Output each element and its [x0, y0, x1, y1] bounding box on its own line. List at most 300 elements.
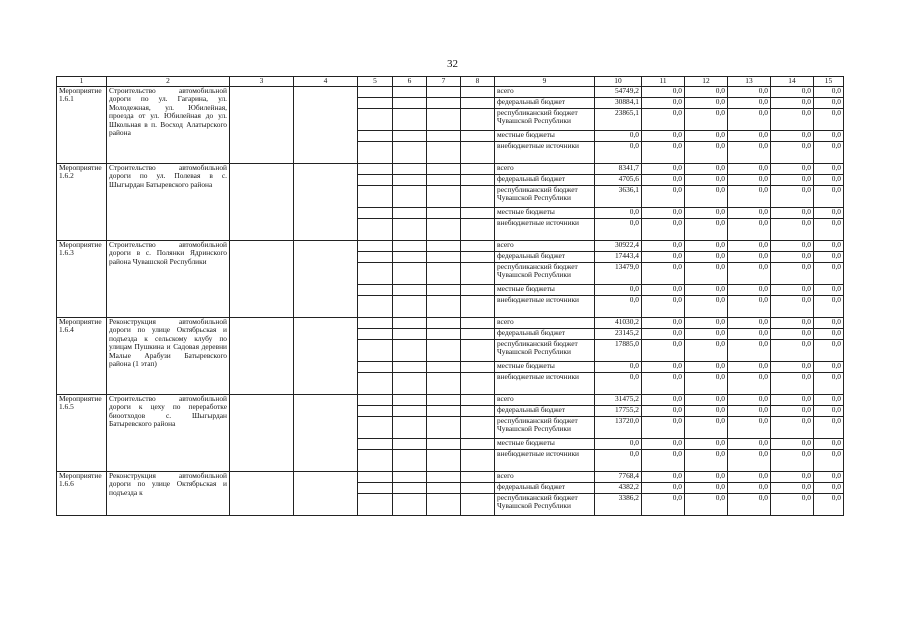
amount-cell: 0,0 — [642, 252, 685, 263]
amount-cell: 0,0 — [814, 318, 844, 329]
empty-cell — [393, 340, 427, 362]
amount-cell: 0,0 — [642, 109, 685, 131]
empty-cell — [461, 252, 495, 263]
funding-source: внебюджетные источники — [495, 450, 595, 472]
measure-title: Реконструкция автомобильной дороги по улице Октябрьская и подъезда к сельскому клубу по улицам Пушкина и Садовая деревни Малые Арабузи Батыревского района (1 этап) — [107, 318, 230, 395]
amount-cell: 0,0 — [685, 329, 728, 340]
amount-cell: 0,0 — [685, 186, 728, 208]
empty-cell — [427, 142, 461, 164]
amount-cell: 0,0 — [595, 439, 642, 450]
empty-cell — [358, 340, 393, 362]
measure-title: Строительство автомобильной дороги по ул. Полевая в с. Шыгырдан Батыревского района — [107, 164, 230, 241]
empty-cell — [461, 417, 495, 439]
amount-cell: 0,0 — [642, 494, 685, 516]
amount-cell: 0,0 — [728, 329, 771, 340]
column-header: 13 — [728, 77, 771, 87]
amount-cell: 30922,4 — [595, 241, 642, 252]
amount-cell: 0,0 — [814, 417, 844, 439]
amount-cell: 0,0 — [685, 296, 728, 318]
amount-cell: 0,0 — [642, 472, 685, 483]
amount-cell: 0,0 — [728, 318, 771, 329]
empty-cell — [358, 208, 393, 219]
amount-cell: 0,0 — [642, 263, 685, 285]
amount-cell: 0,0 — [685, 208, 728, 219]
amount-cell: 17885,0 — [595, 340, 642, 362]
empty-cell — [461, 219, 495, 241]
column-header: 9 — [495, 77, 595, 87]
empty-cell — [427, 98, 461, 109]
funding-source: местные бюджеты — [495, 285, 595, 296]
amount-cell: 0,0 — [814, 285, 844, 296]
empty-cell — [427, 175, 461, 186]
amount-cell: 0,0 — [642, 340, 685, 362]
empty-cell — [461, 263, 495, 285]
empty-cell — [393, 494, 427, 516]
amount-cell: 0,0 — [685, 175, 728, 186]
amount-cell: 0,0 — [814, 98, 844, 109]
empty-cell — [294, 164, 358, 241]
column-header: 10 — [595, 77, 642, 87]
amount-cell: 0,0 — [728, 395, 771, 406]
amount-cell: 0,0 — [814, 142, 844, 164]
empty-cell — [358, 164, 393, 175]
empty-cell — [461, 175, 495, 186]
amount-cell: 0,0 — [728, 494, 771, 516]
amount-cell: 0,0 — [814, 472, 844, 483]
amount-cell: 0,0 — [814, 395, 844, 406]
amount-cell: 0,0 — [685, 131, 728, 142]
funding-source: местные бюджеты — [495, 131, 595, 142]
empty-cell — [358, 219, 393, 241]
column-header: 12 — [685, 77, 728, 87]
amount-cell: 0,0 — [685, 373, 728, 395]
column-header: 11 — [642, 77, 685, 87]
column-header: 8 — [461, 77, 495, 87]
amount-cell: 23865,1 — [595, 109, 642, 131]
column-header: 14 — [771, 77, 814, 87]
amount-cell: 0,0 — [685, 142, 728, 164]
amount-cell: 0,0 — [814, 406, 844, 417]
measure-title: Строительство автомобильной дороги в с. Полянки Ядринского района Чувашской Республики — [107, 241, 230, 318]
funding-source: всего — [495, 241, 595, 252]
amount-cell: 0,0 — [728, 98, 771, 109]
amount-cell: 0,0 — [771, 98, 814, 109]
amount-cell: 0,0 — [685, 395, 728, 406]
amount-cell: 0,0 — [595, 208, 642, 219]
funding-source: республиканский бюджет Чувашской Республики — [495, 494, 595, 516]
empty-cell — [393, 175, 427, 186]
empty-cell — [427, 252, 461, 263]
amount-cell: 0,0 — [814, 494, 844, 516]
amount-cell: 0,0 — [814, 450, 844, 472]
empty-cell — [461, 186, 495, 208]
amount-cell: 0,0 — [814, 329, 844, 340]
amount-cell: 0,0 — [595, 142, 642, 164]
amount-cell: 0,0 — [814, 186, 844, 208]
empty-cell — [393, 373, 427, 395]
amount-cell: 0,0 — [771, 131, 814, 142]
amount-cell: 0,0 — [642, 87, 685, 98]
amount-cell: 0,0 — [728, 175, 771, 186]
amount-cell: 0,0 — [814, 175, 844, 186]
amount-cell: 0,0 — [814, 164, 844, 175]
amount-cell: 0,0 — [642, 142, 685, 164]
empty-cell — [461, 439, 495, 450]
amount-cell: 0,0 — [685, 87, 728, 98]
empty-cell — [358, 395, 393, 406]
amount-cell: 0,0 — [728, 417, 771, 439]
funding-source: всего — [495, 395, 595, 406]
amount-cell: 41030,2 — [595, 318, 642, 329]
amount-cell: 0,0 — [728, 142, 771, 164]
amount-cell: 0,0 — [771, 318, 814, 329]
measure-title: Строительство автомобильной дороги к цеху по переработке биоотходов с. Шыгырдан Батыревского района — [107, 395, 230, 472]
amount-cell: 0,0 — [642, 285, 685, 296]
amount-cell: 0,0 — [728, 340, 771, 362]
amount-cell: 0,0 — [685, 439, 728, 450]
empty-cell — [393, 296, 427, 318]
empty-cell — [393, 472, 427, 483]
amount-cell: 0,0 — [685, 483, 728, 494]
empty-cell — [427, 296, 461, 318]
empty-cell — [427, 164, 461, 175]
empty-cell — [358, 98, 393, 109]
funding-source: федеральный бюджет — [495, 175, 595, 186]
measure-code: Мероприятие 1.6.6 — [57, 472, 107, 516]
empty-cell — [427, 263, 461, 285]
empty-cell — [461, 494, 495, 516]
empty-cell — [427, 285, 461, 296]
empty-cell — [358, 318, 393, 329]
funding-source: федеральный бюджет — [495, 483, 595, 494]
empty-cell — [461, 164, 495, 175]
amount-cell: 0,0 — [728, 252, 771, 263]
amount-cell: 0,0 — [595, 450, 642, 472]
amount-cell: 0,0 — [728, 219, 771, 241]
amount-cell: 8341,7 — [595, 164, 642, 175]
page-number: 32 — [447, 58, 458, 70]
empty-cell — [393, 164, 427, 175]
funding-source: республиканский бюджет Чувашской Республики — [495, 340, 595, 362]
amount-cell: 0,0 — [685, 285, 728, 296]
amount-cell: 0,0 — [771, 373, 814, 395]
empty-cell — [358, 373, 393, 395]
empty-cell — [393, 186, 427, 208]
empty-cell — [393, 263, 427, 285]
amount-cell: 0,0 — [771, 164, 814, 175]
measure-code: Мероприятие 1.6.5 — [57, 395, 107, 472]
amount-cell: 0,0 — [685, 318, 728, 329]
empty-cell — [393, 450, 427, 472]
amount-cell: 0,0 — [771, 252, 814, 263]
empty-cell — [393, 98, 427, 109]
amount-cell: 0,0 — [642, 318, 685, 329]
empty-cell — [461, 483, 495, 494]
empty-cell — [461, 340, 495, 362]
amount-cell: 0,0 — [814, 131, 844, 142]
amount-cell: 0,0 — [728, 186, 771, 208]
empty-cell — [358, 87, 393, 98]
empty-cell — [393, 417, 427, 439]
amount-cell: 0,0 — [814, 362, 844, 373]
amount-cell: 0,0 — [642, 241, 685, 252]
empty-cell — [427, 340, 461, 362]
empty-cell — [358, 186, 393, 208]
amount-cell: 0,0 — [595, 296, 642, 318]
column-header: 6 — [393, 77, 427, 87]
column-header: 7 — [427, 77, 461, 87]
amount-cell: 0,0 — [728, 263, 771, 285]
amount-cell: 23145,2 — [595, 329, 642, 340]
amount-cell: 0,0 — [814, 252, 844, 263]
empty-cell — [230, 87, 294, 164]
amount-cell: 0,0 — [771, 472, 814, 483]
amount-cell: 0,0 — [642, 208, 685, 219]
funding-source: всего — [495, 87, 595, 98]
empty-cell — [461, 362, 495, 373]
funding-source: федеральный бюджет — [495, 252, 595, 263]
empty-cell — [393, 329, 427, 340]
amount-cell: 0,0 — [814, 296, 844, 318]
empty-cell — [427, 395, 461, 406]
empty-cell — [393, 395, 427, 406]
empty-cell — [358, 263, 393, 285]
column-header: 5 — [358, 77, 393, 87]
empty-cell — [393, 439, 427, 450]
empty-cell — [461, 395, 495, 406]
empty-cell — [461, 98, 495, 109]
empty-cell — [427, 208, 461, 219]
empty-cell — [358, 241, 393, 252]
amount-cell: 0,0 — [642, 219, 685, 241]
empty-cell — [427, 472, 461, 483]
empty-cell — [461, 241, 495, 252]
measure-code: Мероприятие 1.6.1 — [57, 87, 107, 164]
empty-cell — [461, 131, 495, 142]
funding-source: всего — [495, 472, 595, 483]
column-header: 1 — [57, 77, 107, 87]
measure-code: Мероприятие 1.6.2 — [57, 164, 107, 241]
amount-cell: 0,0 — [771, 340, 814, 362]
empty-cell — [358, 296, 393, 318]
empty-cell — [427, 450, 461, 472]
empty-cell — [358, 329, 393, 340]
empty-cell — [427, 329, 461, 340]
empty-cell — [358, 142, 393, 164]
amount-cell: 0,0 — [728, 472, 771, 483]
amount-cell: 0,0 — [771, 494, 814, 516]
empty-cell — [427, 417, 461, 439]
empty-cell — [427, 362, 461, 373]
empty-cell — [294, 87, 358, 164]
funding-source: республиканский бюджет Чувашской Республики — [495, 186, 595, 208]
amount-cell: 0,0 — [771, 208, 814, 219]
amount-cell: 0,0 — [685, 450, 728, 472]
empty-cell — [230, 241, 294, 318]
amount-cell: 0,0 — [595, 131, 642, 142]
funding-source: всего — [495, 164, 595, 175]
measure-title: Реконструкция автомобильной дороги по улице Октябрьская и подъезда к — [107, 472, 230, 516]
empty-cell — [393, 252, 427, 263]
amount-cell: 13720,0 — [595, 417, 642, 439]
amount-cell: 0,0 — [771, 186, 814, 208]
empty-cell — [427, 186, 461, 208]
amount-cell: 0,0 — [814, 109, 844, 131]
amount-cell: 17755,2 — [595, 406, 642, 417]
empty-cell — [358, 417, 393, 439]
amount-cell: 0,0 — [814, 340, 844, 362]
amount-cell: 0,0 — [728, 131, 771, 142]
empty-cell — [358, 109, 393, 131]
amount-cell: 0,0 — [771, 219, 814, 241]
amount-cell: 0,0 — [771, 87, 814, 98]
amount-cell: 0,0 — [771, 395, 814, 406]
table-row — [57, 395, 844, 406]
amount-cell: 0,0 — [685, 340, 728, 362]
empty-cell — [427, 439, 461, 450]
amount-cell: 0,0 — [642, 395, 685, 406]
amount-cell: 17443,4 — [595, 252, 642, 263]
amount-cell: 0,0 — [642, 483, 685, 494]
empty-cell — [393, 131, 427, 142]
amount-cell: 0,0 — [685, 362, 728, 373]
empty-cell — [230, 395, 294, 472]
empty-cell — [461, 329, 495, 340]
amount-cell: 31475,2 — [595, 395, 642, 406]
amount-cell: 0,0 — [685, 406, 728, 417]
empty-cell — [358, 362, 393, 373]
amount-cell: 0,0 — [642, 439, 685, 450]
amount-cell: 0,0 — [771, 329, 814, 340]
header-row — [57, 77, 844, 87]
amount-cell: 0,0 — [728, 406, 771, 417]
amount-cell: 0,0 — [595, 362, 642, 373]
empty-cell — [358, 406, 393, 417]
empty-cell — [461, 450, 495, 472]
funding-source: местные бюджеты — [495, 362, 595, 373]
amount-cell: 0,0 — [771, 263, 814, 285]
amount-cell: 30884,1 — [595, 98, 642, 109]
amount-cell: 0,0 — [728, 208, 771, 219]
funding-source: всего — [495, 318, 595, 329]
empty-cell — [427, 483, 461, 494]
empty-cell — [358, 285, 393, 296]
empty-cell — [393, 285, 427, 296]
amount-cell: 0,0 — [771, 109, 814, 131]
empty-cell — [358, 450, 393, 472]
amount-cell: 0,0 — [814, 241, 844, 252]
amount-cell: 13479,0 — [595, 263, 642, 285]
amount-cell: 0,0 — [771, 285, 814, 296]
column-header: 15 — [814, 77, 844, 87]
amount-cell: 0,0 — [685, 219, 728, 241]
measure-code: Мероприятие 1.6.4 — [57, 318, 107, 395]
table-row — [57, 87, 844, 98]
amount-cell: 0,0 — [642, 362, 685, 373]
amount-cell: 0,0 — [728, 241, 771, 252]
amount-cell: 0,0 — [771, 241, 814, 252]
empty-cell — [427, 87, 461, 98]
funding-source: федеральный бюджет — [495, 406, 595, 417]
amount-cell: 0,0 — [771, 450, 814, 472]
amount-cell: 0,0 — [814, 483, 844, 494]
empty-cell — [461, 208, 495, 219]
empty-cell — [427, 406, 461, 417]
empty-cell — [461, 296, 495, 318]
column-header: 3 — [230, 77, 294, 87]
empty-cell — [393, 87, 427, 98]
empty-cell — [393, 142, 427, 164]
amount-cell: 4705,6 — [595, 175, 642, 186]
amount-cell: 0,0 — [771, 483, 814, 494]
amount-cell: 0,0 — [685, 252, 728, 263]
amount-cell: 0,0 — [728, 164, 771, 175]
amount-cell: 0,0 — [642, 373, 685, 395]
amount-cell: 0,0 — [642, 417, 685, 439]
amount-cell: 0,0 — [728, 296, 771, 318]
amount-cell: 0,0 — [595, 373, 642, 395]
amount-cell: 0,0 — [771, 439, 814, 450]
column-header: 4 — [294, 77, 358, 87]
amount-cell: 0,0 — [642, 175, 685, 186]
funding-source: республиканский бюджет Чувашской Республики — [495, 109, 595, 131]
empty-cell — [461, 318, 495, 329]
empty-cell — [393, 318, 427, 329]
funding-source: внебюджетные источники — [495, 142, 595, 164]
empty-cell — [230, 472, 294, 516]
empty-cell — [461, 406, 495, 417]
empty-cell — [358, 175, 393, 186]
amount-cell: 0,0 — [814, 208, 844, 219]
amount-cell: 0,0 — [771, 417, 814, 439]
empty-cell — [461, 87, 495, 98]
amount-cell: 0,0 — [642, 329, 685, 340]
amount-cell: 0,0 — [642, 406, 685, 417]
amount-cell: 0,0 — [771, 142, 814, 164]
empty-cell — [393, 208, 427, 219]
empty-cell — [427, 131, 461, 142]
empty-cell — [427, 373, 461, 395]
empty-cell — [358, 252, 393, 263]
amount-cell: 0,0 — [685, 109, 728, 131]
empty-cell — [358, 131, 393, 142]
amount-cell: 0,0 — [685, 494, 728, 516]
amount-cell: 0,0 — [685, 98, 728, 109]
table-row — [57, 241, 844, 252]
amount-cell: 0,0 — [771, 175, 814, 186]
amount-cell: 0,0 — [814, 373, 844, 395]
amount-cell: 0,0 — [771, 296, 814, 318]
amount-cell: 0,0 — [595, 219, 642, 241]
amount-cell: 0,0 — [642, 296, 685, 318]
empty-cell — [461, 142, 495, 164]
amount-cell: 54749,2 — [595, 87, 642, 98]
empty-cell — [294, 241, 358, 318]
amount-cell: 0,0 — [642, 450, 685, 472]
amount-cell: 0,0 — [728, 439, 771, 450]
amount-cell: 0,0 — [728, 483, 771, 494]
funding-source: внебюджетные источники — [495, 296, 595, 318]
amount-cell: 0,0 — [728, 109, 771, 131]
amount-cell: 0,0 — [685, 263, 728, 285]
empty-cell — [461, 109, 495, 131]
funding-source: внебюджетные источники — [495, 373, 595, 395]
empty-cell — [393, 406, 427, 417]
amount-cell: 0,0 — [642, 164, 685, 175]
amount-cell: 0,0 — [595, 285, 642, 296]
empty-cell — [393, 219, 427, 241]
funding-source: республиканский бюджет Чувашской Республики — [495, 417, 595, 439]
